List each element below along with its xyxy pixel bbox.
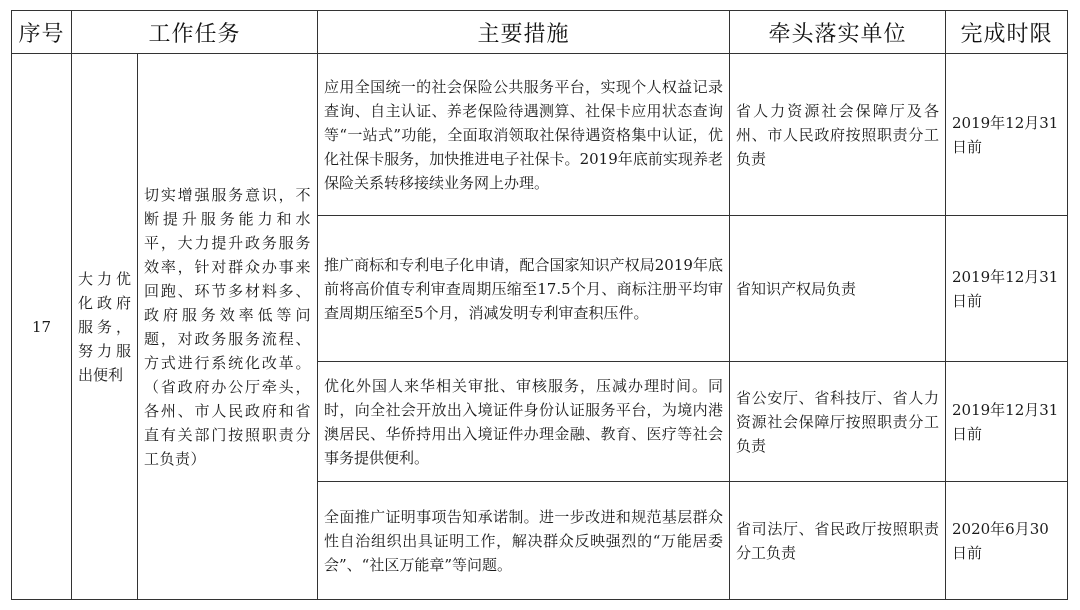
measure-cell: 推广商标和专利电子化申请，配合国家知识产权局2019年底前将高价值专利审查周期压缩至17.5个月、商标注册平均审查周期压缩至5个月，消减发明专利审查积压件。 [318,216,730,362]
deadline-cell: 2020年6月30日前 [946,482,1068,600]
lead-unit-cell: 省人力资源社会保障厅及各州、市人民政府按照职责分工负责 [730,54,946,216]
measure-cell: 全面推广证明事项告知承诺制。进一步改进和规范基层群众性自治组织出具证明工作，解决群众反映强烈的“万能居委会”、“社区万能章”等问题。 [318,482,730,600]
deadline-cell: 2019年12月31日前 [946,54,1068,216]
table-row [12,54,1068,216]
serial-cell: 17 [12,54,72,600]
deadline-cell: 2019年12月31日前 [946,362,1068,482]
header-measures: 主要措施 [318,11,730,54]
header-deadline: 完成时限 [946,11,1068,54]
task-table [11,10,1068,600]
header-row [12,11,1068,54]
task-title-cell: 大力优化政府服务，努力服出便利 [72,54,138,600]
task-detail-cell: 切实增强服务意识，不断提升服务能力和水平，大力提升政务服务效率，针对群众办事来回跑、环节多材料多、政府服务效率低等问题，对政务服务流程、方式进行系统化改革。（省政府办公厅牵头，各州、市人民政府和省直有关部门按照职责分工负责） [138,54,318,600]
measure-cell: 优化外国人来华相关审批、审核服务，压减办理时间。同时，向全社会开放出入境证件身份认证服务平台，为境内港澳居民、华侨持用出入境证件办理金融、教育、医疗等社会事务提供便利。 [318,362,730,482]
measure-cell: 应用全国统一的社会保险公共服务平台，实现个人权益记录查询、自主认证、养老保险待遇测算、社保卡应用状态查询等“一站式”功能，全面取消领取社保待遇资格集中认证，优化社保卡服务，加快推进电子社保卡。2019年底前实现养老保险关系转移接续业务网上办理。 [318,54,730,216]
lead-unit-cell: 省知识产权局负责 [730,216,946,362]
header-serial: 序号 [12,11,72,54]
header-task: 工作任务 [72,11,318,54]
header-lead-unit: 牵头落实单位 [730,11,946,54]
lead-unit-cell: 省公安厅、省科技厅、省人力资源社会保障厅按照职责分工负责 [730,362,946,482]
deadline-cell: 2019年12月31日前 [946,216,1068,362]
lead-unit-cell: 省司法厅、省民政厅按照职责分工负责 [730,482,946,600]
